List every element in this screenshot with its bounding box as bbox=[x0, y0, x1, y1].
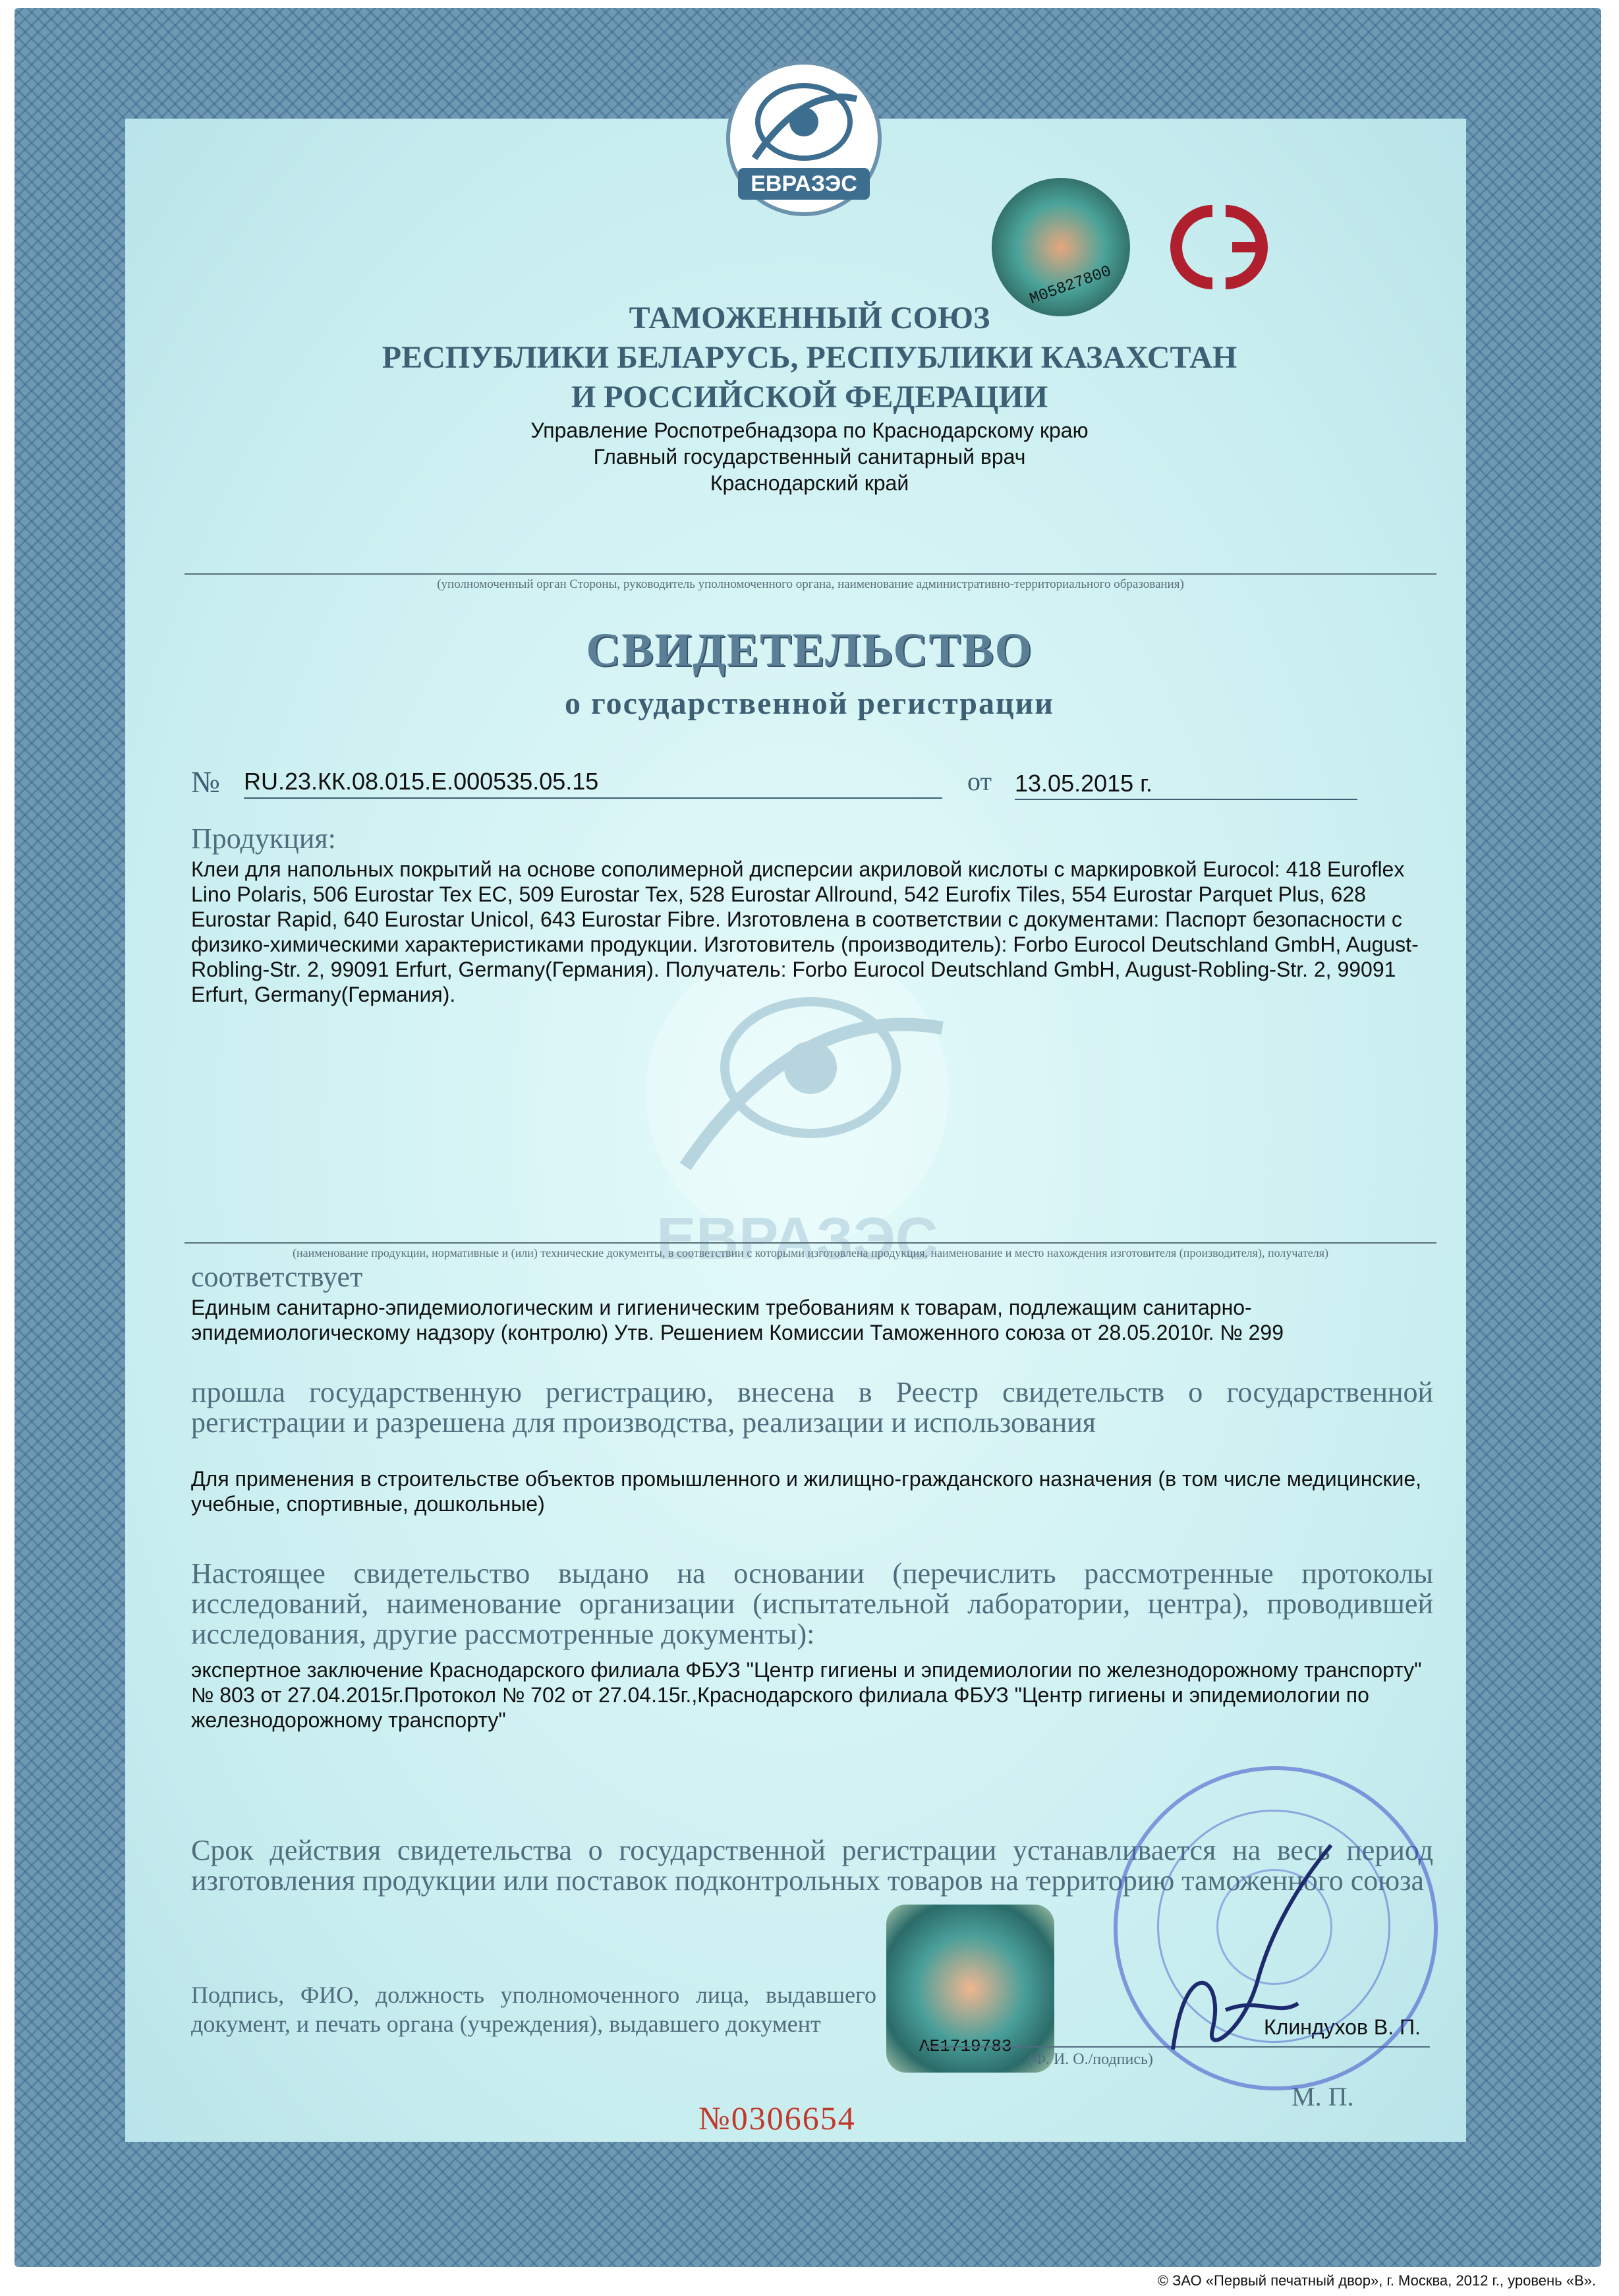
registration-date: 13.05.2015 г. bbox=[1015, 770, 1152, 797]
product-label: Продукция: bbox=[191, 822, 336, 855]
seal-label: М. П. bbox=[1292, 2082, 1354, 2111]
svg-text:ЕВРАЗЭС: ЕВРАЗЭС bbox=[751, 171, 857, 196]
registration-number: RU.23.КК.08.015.Е.000535.05.15 bbox=[244, 768, 599, 795]
compliance-label: соответствует bbox=[191, 1261, 363, 1293]
svg-text:ЕВРАЗЭС: ЕВРАЗЭС bbox=[656, 1206, 938, 1272]
hologram-sticker-top bbox=[992, 178, 1130, 316]
compliance-text: Единым санитарно-эпидемиологическим и гигиеническим требованиям к товарам, подлежащим санитарно-эпидемиологическому надзору (контролю) Утв. Решением Комиссии Таможенного союза от 28.05.2010г. № 299 bbox=[191, 1296, 1284, 1344]
registry-statement: прошла государственную регистрацию, внесена в Реестр свидетельств о государственной регистрации и разрешена для производства, реализации и использования bbox=[191, 1376, 1433, 1439]
product-note: (наименование продукции, нормативные и (или) технические документы, в соответствии с которыми изготовлена продукция, наименование и место нахождения изготовителя (производителя), получателя) bbox=[185, 1242, 1436, 1260]
serial-number: №0306654 bbox=[698, 2100, 856, 2137]
number-underline bbox=[244, 797, 942, 799]
signature-scribble-icon bbox=[1147, 1832, 1344, 2082]
document-subtitle: о государственной регистрации bbox=[565, 686, 1054, 721]
signature-label: Подпись, ФИО, должность уполномоченного лица, выдавшего документ, и печать органа (учреждения), выдавшего документ bbox=[191, 1982, 876, 2037]
authority-line3: Краснодарский край bbox=[710, 471, 909, 495]
evrazes-emblem-icon bbox=[692, 59, 916, 224]
date-underline bbox=[1015, 799, 1357, 800]
basis-text: экспертное заключение Краснодарского филиала ФБУЗ "Центр гигиены и эпидемиологии по железнодорожному транспорту" № 803 от 27.04.2015г.Протокол № 702 от 27.04.15г.,Краснодарского филиала ФБУЗ "Центр гигиены и эпидемиологии по железнодорожному транспорту" bbox=[191, 1658, 1422, 1732]
signature-note: (Ф. И. О./подпись) bbox=[1028, 2051, 1153, 2068]
authority-line1: Управление Роспотребнадзора по Краснодарскому краю bbox=[530, 418, 1089, 442]
date-label: от bbox=[967, 766, 992, 796]
authority-line2: Главный государственный санитарный врач bbox=[593, 445, 1026, 469]
union-title-line2: РЕСПУБЛИКИ БЕЛАРУСЬ, РЕСПУБЛИКИ КАЗАХСТАН bbox=[382, 340, 1237, 375]
hologram-code-top: M05827800 bbox=[1027, 262, 1114, 309]
usage-text: Для применения в строительстве объектов промышленного и жилищно-гражданского назначения (в том числе медицинские, учебные, спортивные, дошкольные) bbox=[191, 1467, 1421, 1516]
number-label: № bbox=[191, 765, 220, 799]
hologram-code-bottom: AE1719783 bbox=[919, 2036, 1012, 2056]
authority-note: (уполномоченный орган Стороны, руководитель уполномоченного органа, наименование административно-территориального образования) bbox=[185, 573, 1436, 592]
union-title-line3: И РОССИЙСКОЙ ФЕДЕРАЦИИ bbox=[571, 380, 1048, 415]
printer-footer: © ЗАО «Первый печатный двор», г. Москва, 2012 г., уровень «В». bbox=[1157, 2272, 1596, 2289]
product-text: Клеи для напольных покрытий на основе сополимерной дисперсии акриловой кислоты с маркировкой Eurocol: 418 Euroflex Lino Polaris, 506 Eurostar Tex EC, 509 Eurostar Tex, 528 Eurostar Allround, 542 Eurofix Tiles, 554 Eurostar Parquet Plus, 628 Eurostar Rapid, 640 Eurostar Unicol, 643 Eurostar Fibre. Изготовлена в соответствии с документами: Паспорт безопасности с физико-химическими характеристиками продукции. Изготовитель (производитель): Forbo Eurocol Deutschland GmbH, August-Robling-Str. 2, 99091 Erfurt, Germany(Германия). Получатель: Forbo Eurocol Deutschland GmbH, August-Robling-Str. 2, 99091 Erfurt, Germany(Германия). bbox=[191, 857, 1419, 1006]
union-title-line1: ТАМОЖЕННЫЙ СОЮЗ bbox=[629, 301, 990, 335]
document-title: СВИДЕТЕЛЬСТВО bbox=[586, 623, 1033, 676]
signatory-name: Клиндухов В. П. bbox=[1264, 2015, 1421, 2039]
basis-label: Настоящее свидетельство выдано на основании (перечислить рассмотренные протоколы исследований, наименование организации (испытательной лаборатории, центра), проводившей исследования, другие рассмотренные документы): bbox=[191, 1557, 1433, 1650]
validity-text: Срок действия свидетельства о государственной регистрации устанавливается на весь период изготовления продукции или поставок подконтрольных товаров на территорию таможенного союза bbox=[191, 1834, 1433, 1897]
ctc-mark-icon bbox=[1150, 201, 1288, 293]
